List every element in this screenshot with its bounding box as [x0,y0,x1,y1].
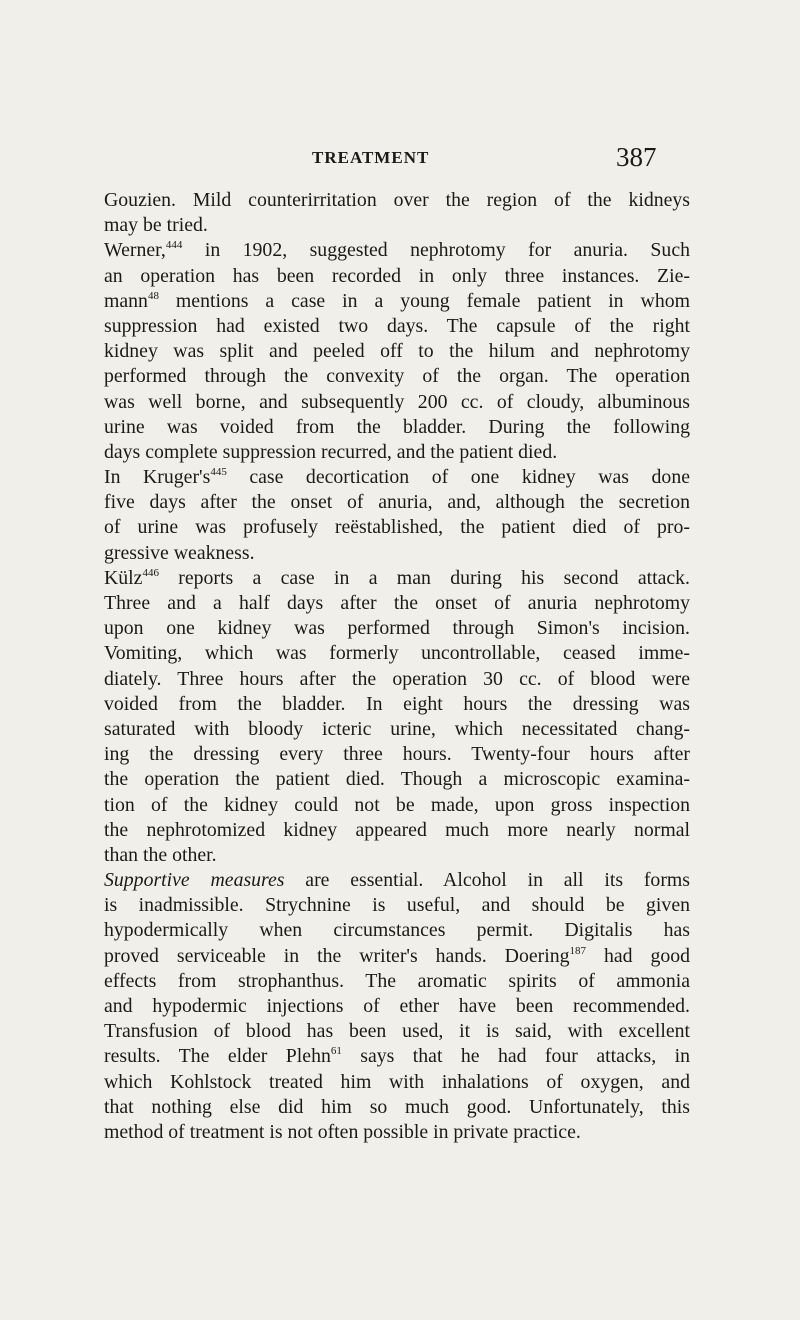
text-line: was well borne, and subsequently 200 cc. of cloudy, albuminous [104,390,690,413]
text-line: In $Kruger's^{445}$ case decortication of one kidney was done [104,466,690,489]
text-line: tion of the kidney could not be made, upon gross inspection [104,793,690,816]
text-line: may be tried. [104,214,208,237]
text-line: upon one kidney was performed through Simon's incision. [104,617,690,640]
text-line: gressive weakness. [104,541,255,564]
text-line: which Kohlstock treated him with inhalations of oxygen, and [104,1070,690,1093]
footnote-ref: 61 [330,1045,342,1058]
running-head: TREATMENT [312,148,430,167]
page-header [0,142,800,178]
text-line: diately. Three hours after the operation 30 cc. of blood were [104,667,690,690]
text-line: results. The elder Plehn$^{61}$ says that he had four attacks, in [104,1045,690,1068]
page-number: 387 [616,142,657,172]
text-line: kidney was split and peeled off to the hilum and nephrotomy [104,340,690,363]
text-line: effects from strophanthus. The aromatic spirits of ammonia [104,969,690,992]
text-line: saturated with bloody icteric urine, which necessitated chang- [104,717,690,740]
footnote-ref: 444 [165,239,183,252]
text-line: suppression had existed two days. The capsule of the right [104,314,690,337]
text-line: is inadmissible. Strychnine is useful, and should be given [104,894,690,917]
text-line: five days after the onset of anuria, and, although the secretion [104,491,690,514]
text-line: Three and a half days after the onset of anuria nephrotomy [104,592,690,614]
footnote-ref: 187 [569,944,586,957]
body-text [104,188,690,1145]
text-line: method of treatment is not often possible in private practice. [104,1120,581,1143]
text-line: ing the dressing every three hours. Twenty-four hours after [104,743,690,766]
text-line: the operation the patient died. Though a microscopic examina- [104,768,690,791]
text-line: mann$^{48}$ mentions a case in a young female patient in whom [104,289,690,312]
text-line: an operation has been recorded in only three instances. Zie- [104,264,690,287]
text-line: Supportive measures are essential. Alcohol in all its forms [104,869,690,892]
text-line: urine was voided from the bladder. During the following [104,415,690,438]
text-line: voided from the bladder. In eight hours the dressing was [104,692,690,715]
text-line: than the other. [104,843,217,866]
text-line: that nothing else did him so much good. Unfortunately, this [104,1095,690,1118]
text-line: and hypodermic injections of ether have been recommended. [104,995,690,1017]
footnote-ref: 445 [210,466,227,479]
footnote-ref: 48 [147,289,159,302]
text-line: days complete suppression recurred, and the patient died. [104,440,558,463]
text-line: hypodermically when circumstances permit. Digitalis has [104,919,690,942]
footnote-ref: 446 [142,566,159,579]
text-line: the nephrotomized kidney appeared much more nearly normal [104,818,690,841]
text-line: Külz$^{446}$ reports a case in a man during his second attack. [104,566,690,589]
text-line: Vomiting, which was formerly uncontrollable, ceased imme- [104,642,690,665]
text-line: Transfusion of blood has been used, it is said, with excellent [104,1020,690,1043]
text-line: Gouzien. Mild counterirritation over the region of the kidneys [104,189,690,211]
text-line: proved serviceable in the writer's hands. Doering$^{187}$ had good [104,944,691,967]
text-line: Werner,$^{444}$ in 1902, suggested nephrotomy for anuria. Such [104,239,690,262]
italic-heading: Supportive measures [104,869,285,892]
text-line: of urine was profusely reëstablished, the patient died of pro- [104,516,690,539]
text-line: performed through the convexity of the organ. The operation [104,365,690,388]
